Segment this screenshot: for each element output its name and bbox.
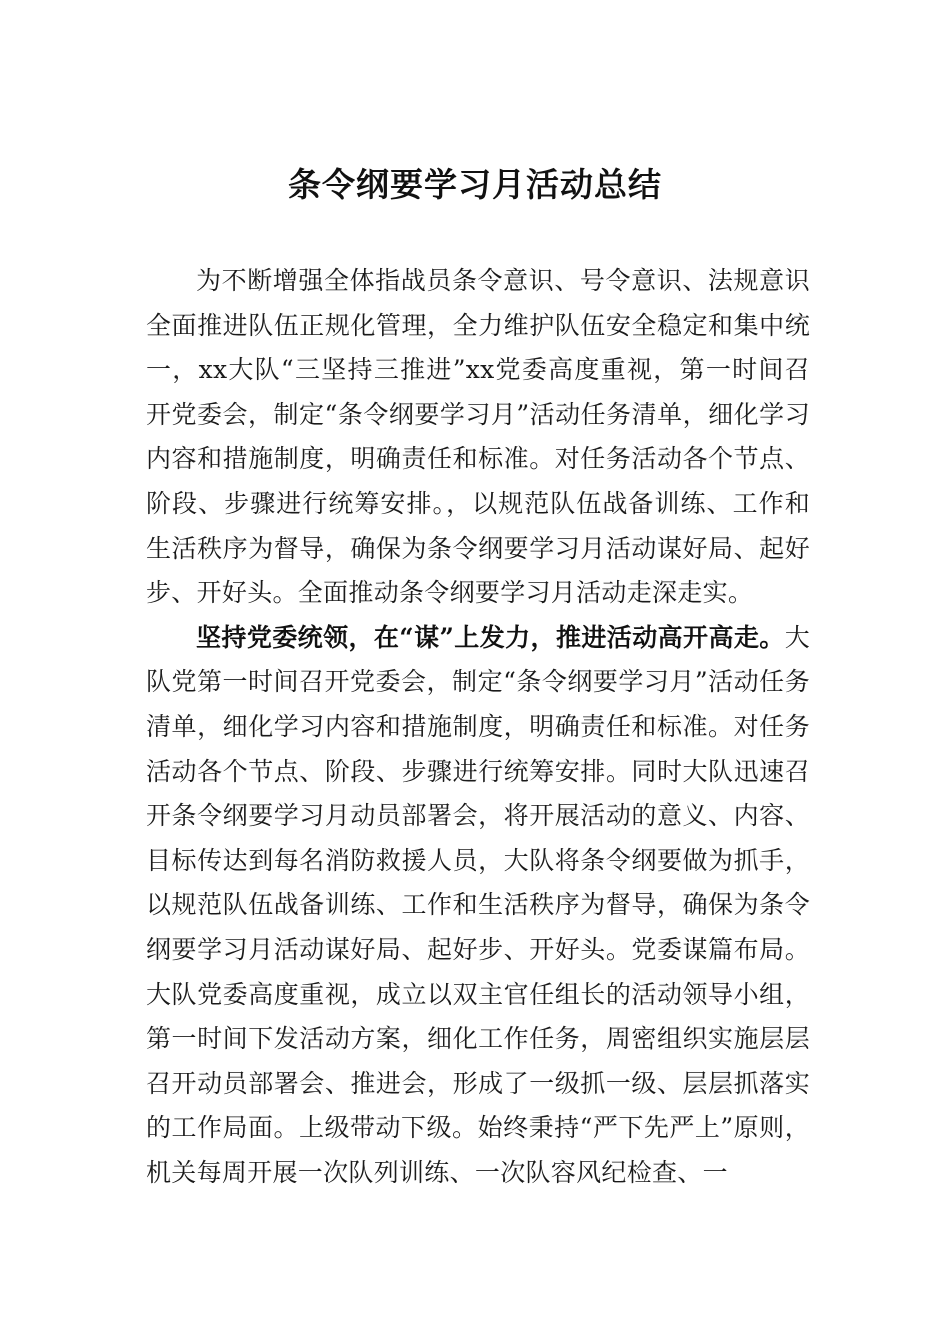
paragraph-intro: 为不断增强全体指战员条令意识、号令意识、法规意识全面推进队伍正规化管理，全力维护队伍安全稳定和集中统一，xx大队“三坚持三推进”xx党委高度重视，第一时间召开党委会，制定“条令纲要学习月”活动任务清单，细化学习内容和措施制度，明确责任和标准。对任务活动各个节点、阶段、步骤进行统筹安排。，以规范队伍战备训练、工作和生活秩序为督导，确保为条令纲要学习月活动谋好局、起好步、开好头。全面推动条令纲要学习月活动走深走实。 [146,266,810,608]
paragraph-heading: 坚持党委统领，在“谋”上发力，推进活动高开高走。 [196,622,785,652]
document-title: 条令纲要学习月活动总结 [288,165,662,204]
paragraph-party-leadership [146,616,810,1196]
document-body [146,259,810,1195]
paragraph-body: 大队党第一时间召开党委会，制定“条令纲要学习月”活动任务清单，细化学习内容和措施制度，明确责任和标准。对任务活动各个节点、阶段、步骤进行统筹安排。同时大队迅速召开条令纲要学习月动员部署会，将开展活动的意义、内容、目标传达到每名消防救援人员，大队将条令纲要做为抓手，以规范队伍战备训练、工作和生活秩序为督导，确保为条令纲要学习月活动谋好局、起好步、开好头。党委谋篇布局。大队党委高度重视，成立以双主官任组长的活动领导小组，第一时间下发活动方案，细化工作任务，周密组织实施层层召开动员部署会、推进会，形成了一级抓一级、层层抓落实的工作局面。上级带动下级。始终秉持“严下先严上”原则，机关每周开展一次队列训练、一次队容风纪检查、一 [146,622,810,1187]
